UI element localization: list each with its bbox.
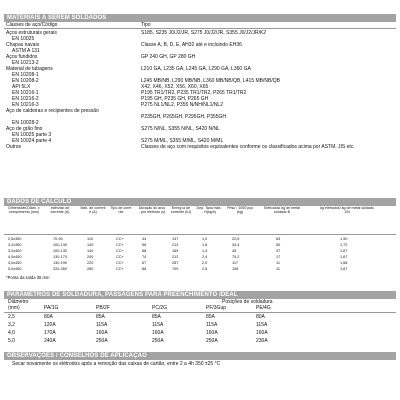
material-category: Outros bbox=[6, 144, 22, 150]
calc-cell: CC+ bbox=[116, 261, 124, 265]
position-2: PC/2G bbox=[152, 305, 168, 311]
calc-col-header: Dep. Taxa máx. - H(kg/h) bbox=[196, 206, 222, 215]
position-0: PA/1G bbox=[44, 305, 59, 311]
calc-col-header: Máx. de corrent e (A) bbox=[80, 206, 106, 215]
calc-cell: 2,4 bbox=[202, 255, 208, 259]
param-diameter: 4,0 bbox=[8, 330, 15, 336]
calc-cell: CC+ bbox=[116, 237, 124, 241]
material-type: P275 NL1/NL2, P355 N/NH/NL1/NL2 bbox=[141, 102, 223, 108]
param-current: 170A bbox=[44, 330, 56, 336]
calc-cell: 212 bbox=[172, 255, 179, 259]
param-current: 115A bbox=[206, 322, 218, 328]
param-current: 160A bbox=[206, 330, 218, 336]
material-type: P195 GH, P235 GH, P265 GH bbox=[141, 96, 209, 102]
param-diameter: 2,5 bbox=[8, 314, 15, 320]
param-diameter: 3,2 bbox=[8, 322, 15, 328]
calc-cell: 1,72 bbox=[340, 243, 348, 247]
params-header: PARÂMETROS DE SOLDADURA, PASSAGENS PARA PREENCHIMENTO IDEAL bbox=[4, 291, 396, 299]
material-code: API 5LX bbox=[12, 84, 31, 90]
param-current: 160A bbox=[152, 330, 164, 336]
param-current: 230A bbox=[256, 338, 268, 344]
obs-header: OBSERVAÇÕES / CONSELHOS DE APLICAÇÃO bbox=[4, 352, 396, 360]
materials-header: MATERIAIS A SEREM SOLDADOS bbox=[4, 14, 396, 22]
calc-cell: 68 bbox=[142, 249, 147, 253]
param-current: 85A bbox=[96, 314, 105, 320]
divider bbox=[4, 312, 396, 313]
calc-cell: 50 bbox=[276, 243, 281, 247]
param-current: 250A bbox=[206, 338, 218, 344]
param-current: 160A bbox=[96, 330, 108, 336]
material-code: EN 10208-2 bbox=[12, 78, 39, 84]
calc-cell: 1,0 bbox=[202, 237, 208, 241]
calc-cell: 1,67 bbox=[340, 249, 348, 253]
material-type: Classes de aço com requisitos equivalentes conforme os classificados acima por ASTM, JIS etc. bbox=[141, 144, 355, 150]
calc-cell: 280 bbox=[87, 267, 94, 271]
material-code: EN 10025 parte 3 bbox=[12, 132, 52, 138]
material-category: Aço de caldeiras e recipientes de pressão bbox=[6, 108, 99, 114]
calc-cell: 200 bbox=[87, 255, 94, 259]
calc-cell: 3,2x350 bbox=[8, 243, 22, 247]
calc-cell: CC+ bbox=[116, 249, 124, 253]
calc-cell: 74 bbox=[142, 255, 147, 259]
calc-cell: 1,68 bbox=[340, 261, 348, 265]
material-code: EN 10028-2 bbox=[12, 120, 39, 126]
param-current: 85A bbox=[206, 314, 215, 320]
param-current: 250A bbox=[96, 338, 108, 344]
material-code: ASTM A 131 bbox=[12, 48, 40, 54]
calc-cell: 117 bbox=[232, 261, 239, 265]
calc-cell: 709 bbox=[172, 267, 179, 271]
param-current: 115A bbox=[256, 322, 268, 328]
material-type: S275 N/NL, S355 N/NL, S420 N/NL bbox=[141, 126, 220, 132]
calc-cell: 1,4 bbox=[202, 249, 208, 253]
params-positions-label: Posições de soldadura bbox=[222, 299, 273, 305]
calc-cell: 88 bbox=[142, 267, 147, 271]
param-current: 80A bbox=[256, 314, 265, 320]
calc-cell: 140 bbox=[87, 249, 94, 253]
calc-cell: 2,5x350 bbox=[8, 237, 22, 241]
param-current: 115A bbox=[96, 322, 108, 328]
material-category: Aços fundidos bbox=[6, 54, 38, 60]
param-current: 240A bbox=[44, 338, 56, 344]
calc-col-header: Elétrodos/ kg de metal soldado B bbox=[264, 206, 300, 215]
material-code: EN 10213-2 bbox=[12, 60, 39, 66]
material-category: Material de tubagens bbox=[6, 66, 53, 72]
calc-cell: 63 bbox=[276, 237, 281, 241]
calc-cell: 100-130 bbox=[53, 243, 67, 247]
calc-cell: CC+ bbox=[116, 267, 124, 271]
calc-cell: 1,67 bbox=[340, 255, 348, 259]
calc-cell: 3,2x450 bbox=[8, 249, 22, 253]
calc-cell: 44 bbox=[142, 237, 147, 241]
calc-cell: 56 bbox=[142, 243, 147, 247]
material-type: P195 TR1/TR2, P235 TR1/TR2, P265 TR1/TR2 bbox=[141, 90, 247, 96]
material-type: L210 GA, L235 GA, L245 GA, L290 GA, L360 GA bbox=[141, 66, 251, 72]
calc-cell: 4,0x450 bbox=[8, 255, 22, 259]
calc-col-header: Intervalo de corrente (A) bbox=[50, 206, 70, 215]
param-diameter: 5,0 bbox=[8, 338, 15, 344]
calc-cell: CC+ bbox=[116, 255, 124, 259]
calc-cell: 11 bbox=[276, 267, 280, 271]
calc-cell: 22,6 bbox=[232, 237, 240, 241]
calc-col-header: Dimensões Diâm. x comprimento (mm) bbox=[8, 206, 40, 215]
position-3: PF/3Gup bbox=[206, 305, 227, 311]
param-current: 250A bbox=[152, 338, 164, 344]
calc-cell: 34,4 bbox=[232, 243, 240, 247]
calc-col-header: kg elétrodos/ kg de metal soldado 1/N bbox=[320, 206, 374, 215]
calc-cell: 2,5 bbox=[202, 267, 208, 271]
material-type: Classe A, B, D, E, AH32 até e incluindo EH36 bbox=[141, 42, 242, 48]
position-1: PB/2F bbox=[96, 305, 110, 311]
obs-text: Secar novamente os elétrodos após a remoção das caixas de cartão, entre 2 a 4h 350 ±25 °C bbox=[12, 361, 221, 367]
material-category: Aço de grão fino bbox=[6, 126, 43, 132]
calc-cell: 67 bbox=[142, 261, 147, 265]
calc-cell: 100-130 bbox=[53, 249, 67, 253]
calc-cell: 1,6 bbox=[202, 243, 208, 247]
material-type: S275 M/ML, S355 M/ML, S420 M/ML bbox=[141, 138, 224, 144]
calc-cell: 1,90 bbox=[340, 237, 348, 241]
calc-cell: CC+ bbox=[116, 243, 124, 247]
position-4: PE/4G bbox=[256, 305, 271, 311]
calc-col-header: Duração do arco - por elétrodo (s) bbox=[138, 206, 166, 215]
material-code: EN 10216-3 bbox=[12, 102, 39, 108]
material-type: L245 MB/NB, L290 MB/NB, L360 MB/NB/QB, L415 MB/NB/QB bbox=[141, 78, 280, 84]
material-type: X42, X46, X52, X56, X60, X65 bbox=[141, 84, 209, 90]
materials-col-type: Tipo bbox=[141, 22, 151, 28]
material-category: Chapas navais bbox=[6, 42, 40, 48]
calc-cell: 287 bbox=[172, 261, 179, 265]
calc-cell: 130-190 bbox=[53, 261, 67, 265]
calc-cell: 45 bbox=[232, 249, 237, 253]
divider bbox=[4, 234, 396, 235]
calc-cell: 169 bbox=[172, 249, 179, 253]
calc-cell: 5,0x450 bbox=[8, 267, 22, 271]
param-current: 160A bbox=[256, 330, 268, 336]
material-category: Aços estruturais gerais bbox=[6, 30, 57, 36]
material-type: P235GH, P265GH, P295GH, P355GH bbox=[141, 114, 227, 120]
calc-cell: 17 bbox=[276, 255, 281, 259]
calc-cell: 108 bbox=[232, 267, 239, 271]
calc-cell: 140 bbox=[87, 243, 94, 247]
calc-cell: 220 bbox=[87, 261, 94, 265]
calc-header: DADOS DE CÁLCULO bbox=[4, 198, 396, 206]
calc-col-header: Energ ia de corrente (kJ) bbox=[170, 206, 192, 215]
params-diam-unit: (mm) bbox=[8, 305, 20, 311]
param-current: 120A bbox=[44, 322, 56, 328]
material-code: EN 10216-1 bbox=[12, 90, 39, 96]
calc-cell: 37 bbox=[276, 249, 281, 253]
calc-cell: 70,2 bbox=[232, 255, 240, 259]
divider bbox=[4, 28, 396, 29]
params-diam-label: Diâmetro bbox=[8, 299, 29, 305]
material-code: EN 10216-2 bbox=[12, 96, 39, 102]
material-type: GP 240 GH, GP 280 GH bbox=[141, 54, 196, 60]
param-current: 85A bbox=[152, 314, 161, 320]
calc-cell: 2,0 bbox=[202, 261, 208, 265]
param-current: 115A bbox=[152, 322, 164, 328]
material-code: EN 10025 bbox=[12, 36, 35, 42]
calc-cell: 130-170 bbox=[53, 255, 67, 259]
calc-cell: 11 bbox=[276, 261, 280, 265]
calc-cell: 110 bbox=[87, 237, 94, 241]
material-code: EN 10208-1 bbox=[12, 72, 39, 78]
calc-cell: 213 bbox=[172, 243, 179, 247]
material-code: EN 10024 parte 4 bbox=[12, 138, 52, 144]
material-type: S185, S235 J0/J2/JR, S275 J0/J2/JR, S355 J0/J2/JR/K2 bbox=[141, 30, 267, 36]
calc-cell: 220-260 bbox=[53, 267, 67, 271]
calc-col-header: Tipo de corre nte bbox=[110, 206, 132, 215]
calc-cell: 137 bbox=[172, 237, 179, 241]
calc-footnote: *Ponta da solda 35 mm bbox=[6, 275, 50, 280]
materials-col-class: Classes de aço/Código bbox=[6, 22, 58, 28]
calc-col-header: Peso / 1000 pçs (kg) bbox=[227, 206, 253, 215]
param-current: 80A bbox=[44, 314, 53, 320]
calc-cell: 4,0x450 bbox=[8, 261, 22, 265]
calc-cell: 1,67 bbox=[340, 267, 348, 271]
calc-cell: 70-90 bbox=[53, 237, 63, 241]
